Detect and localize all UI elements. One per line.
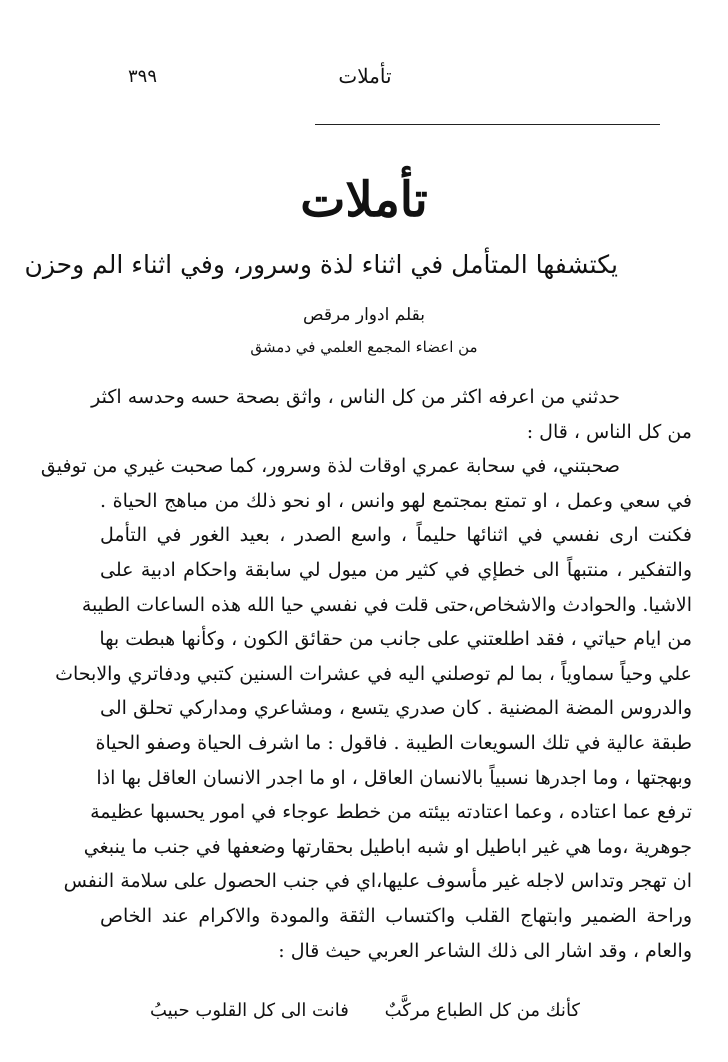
text-line: صحبتني، في سحابة عمري اوقات لذة وسرور، كما صحبت غيري من توفيق — [40, 455, 620, 478]
text-line: حدثني من اعرفه اكثر من كل الناس ، واثق بصحة حسه وحدسه اكثر — [91, 386, 620, 408]
text-line: جوهرية ،وما هي غير اباطيل او شبه اباطيل بحقارتها وضعفها في جنب ما ينبغي — [83, 835, 692, 858]
page-number: ٣٩٩ — [128, 66, 158, 87]
text-line: فكنت ارى نفسي في اثنائها حليماً ، واسع الصدر ، بعيد الغور في التأمل — [100, 524, 692, 547]
text-line: من كل الناس ، قال : — [526, 420, 692, 443]
verse-first-hemistich: كأنك من كل الطباع مركَّبٌ — [384, 1000, 580, 1021]
text-line: والعام ، وقد اشار الى ذلك الشاعر العربي حيث قال : — [278, 939, 692, 962]
text-line: الاشيا. والحوادث والاشخاص،حتى قلت في نفسي حيا الله هذه الساعات الطيبة — [81, 593, 692, 616]
text-line: وبهجتها ، وما اجدرها نسبياً بالانسان العاقل ، او ما اجدر الانسان العاقل بها اذا — [96, 766, 692, 789]
text-line: والتفكير ، منتبهاً الى خطإي في كثير من ميول لي سابقة واحكام ادبية على — [100, 558, 692, 581]
article-body — [40, 380, 692, 968]
text-line: وراحة الضمير وابتهاج القلب واكتساب الثقة والمودة والاكرام عند الخاص — [100, 904, 692, 927]
article-title: تأملات — [300, 172, 428, 228]
article-subtitle: يكتشفها المتأمل في اثناء لذة وسرور، وفي اثناء الم وحزن — [24, 250, 618, 279]
text-line: علي وحياً سماوياً ، بما لم توصلني اليه في عشرات السنين كتبي ودفاتري والابحاث — [55, 662, 692, 685]
verse-second-hemistich: فانت الى كل القلوب حبيبُ — [150, 1000, 349, 1021]
text-line: والدروس المضة المضنية . كان صدري يتسع ، ومشاعري ومداركي تحلق الى — [100, 697, 692, 720]
text-line: ترفع عما اعتاده ، وعما اعتادته بيئته من خطط عوجاء في امور يحسبها عظيمة — [90, 801, 692, 824]
text-line: من ايام حياتي ، فقد اطلعتني على جانب من حقائق الكون ، وكأنها هبطت بها — [99, 628, 692, 651]
running-title: تأملات — [338, 64, 392, 88]
text-line: طبقة عالية في تلك السويعات الطيبة . فاقول : ما اشرف الحياة وصفو الحياة — [95, 731, 692, 754]
header-rule — [315, 124, 660, 125]
author-affiliation: من اعضاء المجمع العلمي في دمشق — [250, 338, 478, 356]
text-line: ان تهجر وتداس لاجله غير مأسوف عليها،اي في جنب الحصول على سلامة النفس — [63, 870, 692, 893]
text-line: في سعي وعمل ، او تمتع بمجتمع لهو وانس ، او نحو ذلك من مباهج الحياة . — [100, 489, 692, 512]
byline: بقلم ادوار مرقص — [303, 305, 425, 325]
poem-verse — [150, 1000, 580, 1021]
